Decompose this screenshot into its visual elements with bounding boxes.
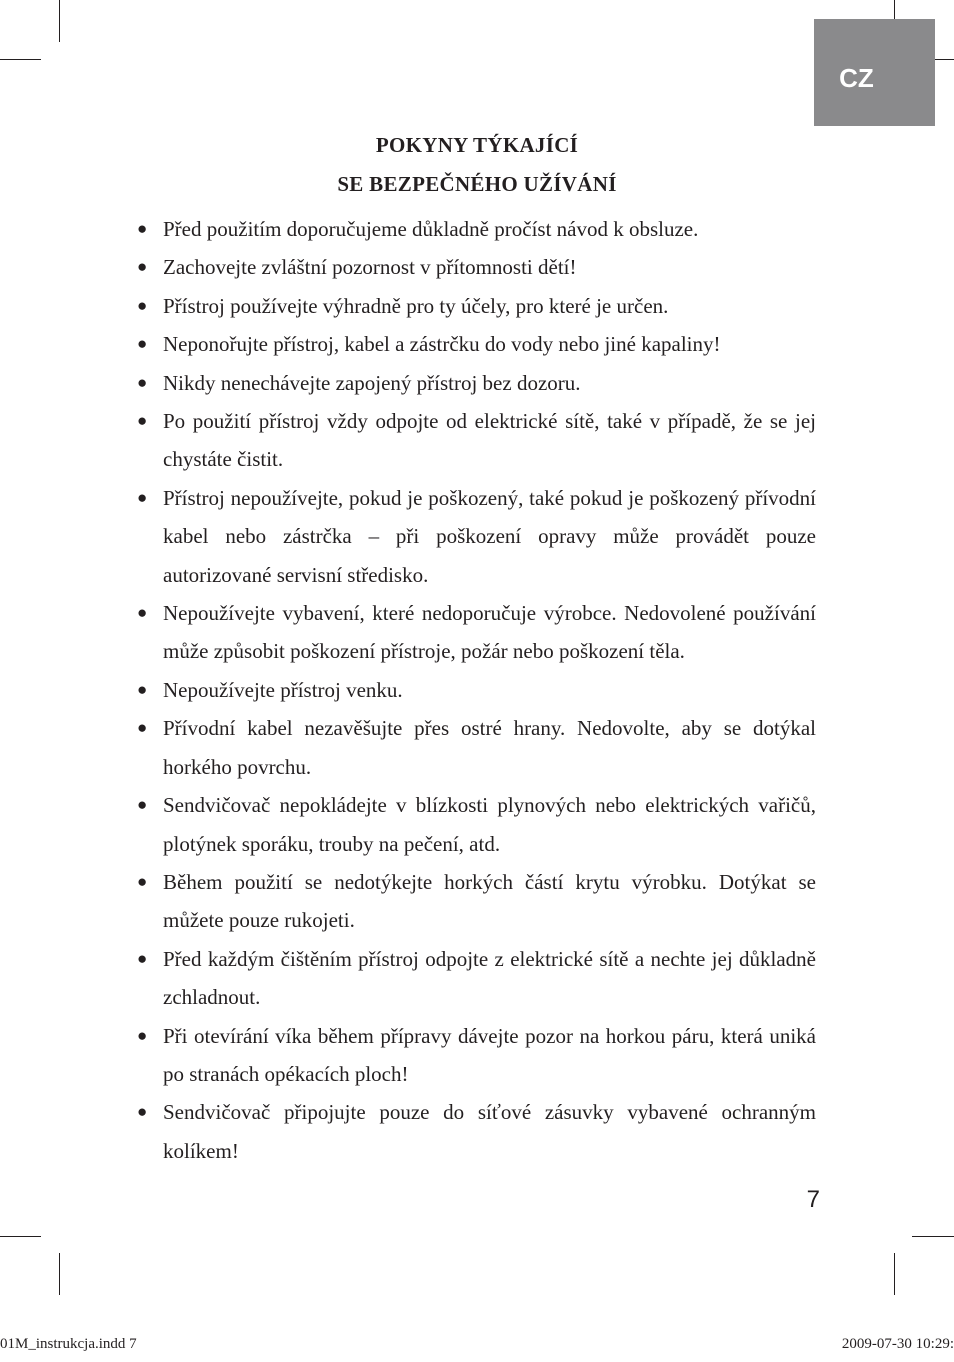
- list-item: [137, 863, 816, 940]
- list-item-text: Nepoužívejte přístroj venku.: [163, 677, 403, 702]
- list-item: [137, 364, 816, 402]
- bullet-icon: ●: [137, 487, 148, 507]
- list-item-text: Po použití přístroj vždy odpojte od elektrické sítě, také v případě, že se jej chystáte čistit.: [163, 409, 816, 472]
- list-item-text: Před použitím doporučujeme důkladně pročíst návod k obsluze.: [163, 217, 699, 241]
- list-item: [137, 786, 816, 863]
- list-item: [137, 671, 816, 709]
- list-item: [137, 287, 816, 325]
- list-item: [137, 1093, 816, 1170]
- language-tab: [814, 19, 935, 126]
- bullet-icon: ●: [137, 795, 148, 815]
- bullet-icon: ●: [137, 1025, 148, 1045]
- page-title-line-2: SE BEZPEČNÉHO UŽÍVÁNÍ: [337, 172, 617, 196]
- bullet-icon: ●: [137, 372, 148, 392]
- bullet-icon: ●: [137, 679, 148, 699]
- list-item: [137, 248, 816, 286]
- list-item-text: Během použití se nedotýkejte horkých částí krytu výrobku. Dotýkat se můžete pouze rukojeti.: [163, 869, 816, 933]
- file-slug: 01M_instrukcja.indd 7: [0, 1336, 137, 1352]
- date-slug: 2009-07-30 10:29:: [841, 1336, 954, 1352]
- bullet-icon: ●: [137, 257, 148, 277]
- list-item-text: Přístroj používejte výhradně pro ty účely, pro které je určen.: [163, 293, 669, 318]
- list-item-text: Nikdy nenechávejte zapojený přístroj bez dozoru.: [163, 370, 581, 395]
- bullet-icon: ●: [137, 334, 148, 354]
- list-item-text: Neponořujte přístroj, kabel a zástrčku do vody nebo jiné kapaliny!: [163, 332, 721, 357]
- crop-mark: [0, 1236, 41, 1237]
- crop-mark: [0, 59, 41, 60]
- list-item-text: Nepoužívejte vybavení, které nedoporučuje výrobce. Nedovolené používání může způsobit poškození přístroje, požár nebo poškození těla.: [163, 601, 816, 664]
- page-title-line-1: POKYNY TÝKAJÍCÍ: [375, 133, 579, 157]
- list-item-text: Přívodní kabel nezavěšujte přes ostré hrany. Nedovolte, aby se dotýkal horkého povrchu.: [163, 716, 816, 779]
- list-item: [137, 709, 816, 786]
- page-number: 7: [806, 1186, 820, 1213]
- bullet-icon: ●: [137, 603, 148, 623]
- bullet-icon: ●: [137, 948, 148, 968]
- list-item: [137, 479, 816, 594]
- bullet-icon: ●: [137, 1102, 148, 1122]
- crop-mark: [912, 1236, 954, 1237]
- list-item: [137, 325, 816, 363]
- list-item: [137, 402, 816, 479]
- list-item-text: Přístroj nepoužívejte, pokud je poškozený, také pokud je poškozený přívodní kabel nebo zástrčka – při poškození opravy může provádět pouze autorizované servisní středisko.: [163, 485, 816, 587]
- list-item: [137, 1017, 816, 1094]
- list-item-text: Sendvičovač nepokládejte v blízkosti plynových nebo elektrických vařičů, plotýnek sporáku, trouby na pečení, atd.: [163, 793, 816, 856]
- bullet-icon: ●: [137, 718, 148, 738]
- list-item-text: Zachovejte zvláštní pozornost v přítomnosti dětí!: [163, 255, 577, 280]
- list-item-text: Před každým čištěním přístroj odpojte z elektrické sítě a nechte jej důkladně zchladnout.: [163, 946, 816, 1010]
- bullet-icon: ●: [137, 871, 148, 891]
- bullet-icon: ●: [137, 411, 148, 431]
- list-item: [137, 594, 816, 671]
- crop-mark: [59, 0, 60, 42]
- bullet-icon: ●: [137, 219, 148, 238]
- crop-mark: [59, 1253, 60, 1295]
- list-item: [137, 940, 816, 1017]
- safety-instructions-list: [137, 210, 816, 1170]
- list-item-text: Při otevírání víka během přípravy dávejte pozor na horkou páru, která uniká po stranách opékacích ploch!: [163, 1023, 816, 1086]
- language-code: CZ: [839, 62, 874, 93]
- crop-mark: [894, 1253, 895, 1295]
- list-item-text: Sendvičovač připojujte pouze do síťové zásuvky vybavené ochranným kolíkem!: [163, 1100, 816, 1163]
- list-item: [137, 210, 816, 248]
- bullet-icon: ●: [137, 295, 148, 315]
